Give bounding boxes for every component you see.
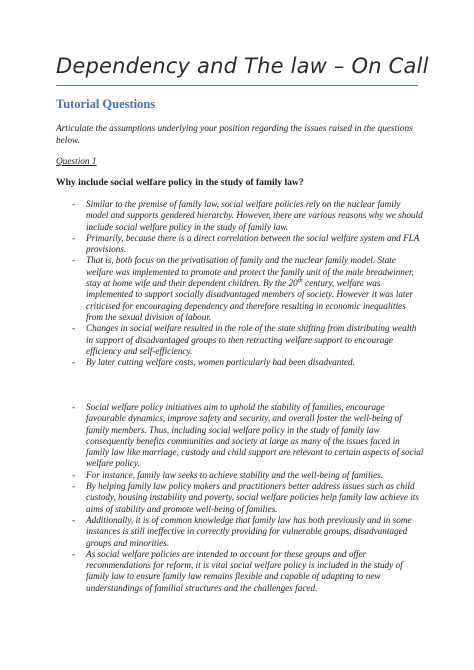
bullet-dash: - [72, 481, 76, 492]
bullet-dash: - [72, 357, 76, 368]
list-item [56, 515, 424, 549]
answer-bullets-group-2 [56, 402, 424, 594]
instructions-text: Articulate the assumptions underlying your position regarding the issues raised in the questions below. [56, 124, 413, 146]
list-item [56, 357, 424, 368]
bullet-dash: - [72, 514, 76, 525]
list-item [56, 233, 424, 256]
bullet-dash: - [72, 469, 76, 480]
list-item [56, 481, 424, 515]
bullet-text: Changes in social welfare resulted in the role of the state shifting from distributing wealth in support of disadvantaged groups to then retracting welfare support to encourage efficiency and self-efficiency. [86, 323, 417, 356]
bullet-text: As social welfare policies are intended to account for these groups and offer recommendations for reform, it is vital social welfare policy is included in the study of family law to ensure family law remains flexible and capable of adapting to new understandings of familial structures and the challenges faced. [86, 548, 403, 593]
list-item [56, 402, 424, 470]
bullet-text: Social welfare policy initiatives aim to uphold the stability of families, encourage favourable dynamics, improve safety and security, and overall foster the well-being of family members. Thus, including social welfare policy in the study of family law consequently benefits communities and society at large as many of the issues faced in family law like marriage, custody and child support are relevant to certain aspects of social welfare policy. [86, 402, 424, 469]
answer-bullets-group-1 [56, 199, 424, 368]
bullet-text: For instance, family law seeks to achieve stability and the well-being of families. [86, 469, 384, 480]
bullet-text: Additionally, it is of common knowledge that family law has both previously and in some instances is still ineffective in correctly providing for vulnerable groups, disadvantaged groups and minorities. [86, 514, 412, 548]
title-underline-rule [56, 85, 418, 86]
bullet-text: Similar to the premise of family law, social welfare policies rely on the nuclear family model and supports gendered hierarchy. However, there are various reasons why we should include social welfare policy in the study of family law. [86, 199, 423, 232]
question-text: Why include social welfare policy in the study of family law? [56, 177, 304, 188]
question-label: Question 1 [56, 157, 97, 167]
bullet-dash: - [72, 199, 76, 209]
bullet-dash: - [72, 323, 76, 334]
bullet-text: Primarily, because there is a direct correlation between the social welfare system and FLA provisions. [86, 232, 420, 255]
section-heading: Tutorial Questions [56, 97, 156, 111]
bullet-text: By later cutting welfare costs, women particularly had been disadvanted. [86, 357, 355, 368]
list-item [56, 470, 424, 481]
document-title: Dependency and The law – On Call [56, 54, 429, 78]
bullet-dash: - [72, 255, 76, 266]
list-item [56, 255, 424, 323]
bullet-text: That is, both focus on the privatisation of family and the nuclear family model. State welfare was implemented to promote and protect the family unit of the male breadwinner, stay at home wife and their dependent children. By the 20th century, welfare was implemented to support socially disadvantaged members of society. However it was later criticised for encouraging dependency and therefore resulting in economic inequalities from the sexual division of labour. [86, 255, 414, 322]
bullet-dash: - [72, 402, 76, 412]
bullet-dash: - [72, 548, 76, 559]
list-item [56, 199, 424, 233]
list-item [56, 323, 424, 357]
bullet-dash: - [72, 232, 76, 243]
bullet-text: By helping family law policy makers and practitioners better address issues such as child custody, housing instability and poverty, social welfare policies help family law achieve its aims of stability and promote well-being of families. [86, 481, 419, 514]
list-item [56, 549, 424, 594]
